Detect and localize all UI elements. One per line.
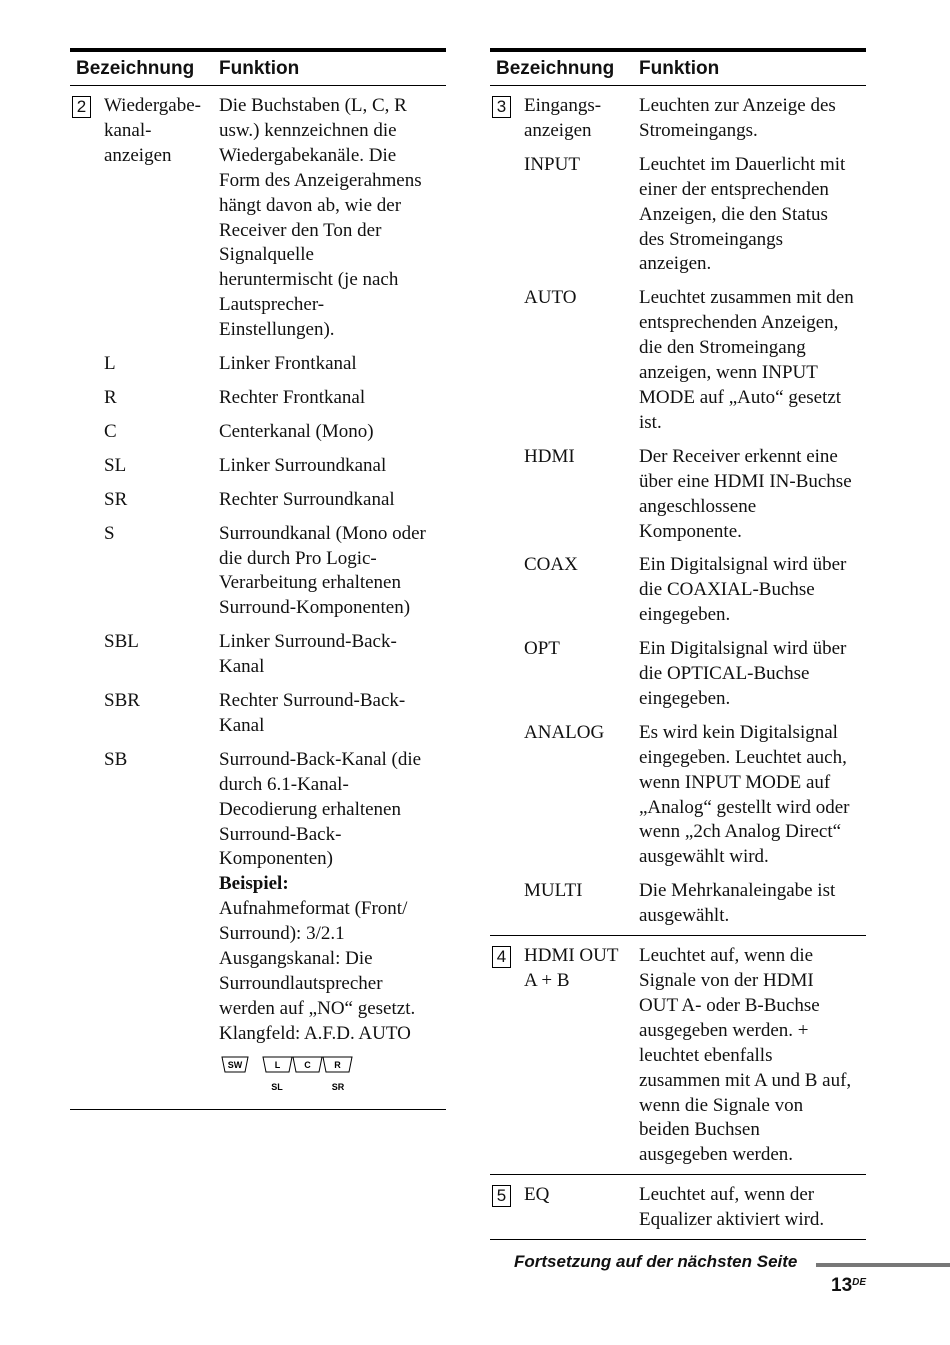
row-function [639,637,866,712]
header-bezeichnung: Bezeichnung [76,58,195,79]
table-row [70,488,446,513]
l-indicator-label: L [274,1059,281,1070]
name-line: R [104,386,117,408]
header-funktion: Funktion [639,58,720,79]
function-line: Signale von der HDMI [639,970,814,991]
page-suffix: DE [852,1277,867,1288]
table-row [70,522,446,622]
example-line: Klangfeld: A.F.D. AUTO [219,1022,411,1044]
function-line: einer der entsprechenden [639,178,829,200]
row-number-cell [490,553,514,628]
function-line: Leuchtet auf, wenn der [639,1184,815,1206]
row-name [94,689,219,739]
row-number-cell [70,386,94,411]
row-number-cell [490,94,514,144]
function-line: Kanal [219,656,265,678]
row-number-cell [490,286,514,435]
row-function [219,454,446,479]
table-row [490,721,866,870]
row-name [94,94,219,343]
row-number-cell [490,944,514,1168]
row-function [639,1183,866,1233]
function-line: OUT A- oder B-Buchse [639,994,820,1016]
function-line: ausgewählt. [639,905,730,927]
function-line: Linker Frontkanal [219,353,357,375]
row-name [514,721,639,870]
name-line: C [104,420,117,442]
continued-bar [816,1263,950,1267]
function-line: Signalquelle [219,244,314,266]
example-line: Surround): 3/2.1 [219,923,345,945]
name-line: SBL [104,631,139,653]
function-line: Linker Surround-Back- [219,631,397,653]
function-line: anzeigen, wenn INPUT [639,362,818,384]
function-line: die OPTICAL-Buchse [639,663,810,685]
row-number-cell [70,748,94,1095]
table-row [490,94,866,144]
function-line: Anzeigen, die den Status [639,203,828,225]
function-line: wenn „2ch Analog Direct“ [639,821,842,843]
function-line: des Stromeingangs [639,228,784,250]
function-line: die den Stromeingang [639,337,806,359]
function-line: usw.) kennzeichnen die [219,119,397,141]
name-line: AUTO [524,287,577,309]
section-3 [490,86,866,936]
row-number-cell [70,420,94,445]
function-line: wenn die Signale von [639,1094,804,1116]
name-line: S [104,522,115,544]
section-2 [70,86,446,1110]
row-number-cell [70,689,94,739]
function-line: eingegeben. Leuchtet auch, [639,746,847,768]
row-function [639,153,866,278]
name-line: SB [104,748,128,770]
function-line: Receiver den Ton der [219,219,382,241]
function-line: heruntermischt (je nach [219,269,399,291]
row-number-cell [490,445,514,545]
row-number-cell [70,94,94,343]
table-row [70,352,446,377]
row-function [219,420,446,445]
sl-indicator-label: SL [271,1081,283,1092]
channel-display-diagram [219,1055,446,1095]
table-row [70,386,446,411]
row-name [514,553,639,628]
function-line: Ein Digitalsignal wird über [639,554,847,576]
row-function [219,630,446,680]
function-line: Form des Anzeigerahmens [219,169,422,191]
row-number-cell [490,879,514,929]
c-indicator-label: C [304,1059,311,1070]
table-row [70,748,446,1095]
row-name [514,286,639,435]
name-line: anzeigen [104,144,172,166]
name-line: anzeigen [524,119,592,141]
sw-indicator-label: SW [227,1059,243,1070]
row-function [219,94,446,343]
name-line: HDMI [524,445,575,467]
left-table [70,48,446,1110]
section-number-box: 4 [492,946,511,968]
section-number-box: 3 [492,96,511,118]
function-line: eingegeben. [639,604,731,626]
section-5 [490,1175,866,1240]
function-line: die durch Pro Logic- [219,547,377,569]
function-line: Centerkanal (Mono) [219,420,374,442]
table-row [490,944,866,1168]
function-line: Wiedergabekanäle. Die [219,144,397,166]
function-line: Rechter Surround-Back- [219,690,406,712]
table-row [70,94,446,343]
function-line: Komponente. [639,520,742,542]
row-name [514,445,639,545]
page-number-value: 13 [831,1275,853,1296]
row-function [639,944,866,1168]
function-line: über eine HDMI IN-Buchse [639,470,852,492]
function-line: Ein Digitalsignal wird über [639,638,847,660]
sr-indicator-label: SR [331,1081,345,1092]
example-line: Ausgangskanal: Die [219,948,373,970]
row-name [514,637,639,712]
row-function [639,94,866,144]
function-line: zusammen mit A und B auf, [639,1069,852,1091]
name-line: Wiedergabe- [104,95,201,116]
example-line: Surroundlautsprecher [219,973,383,994]
row-name [94,420,219,445]
row-function [219,748,446,1095]
table-row [490,286,866,435]
example-line: Aufnahmeformat (Front/ [219,898,408,920]
function-line: Leuchtet auf, wenn die [639,945,814,967]
section-4 [490,936,866,1175]
table-header [70,48,446,86]
function-line: Stromeingangs. [639,119,758,141]
row-number-cell [490,153,514,278]
row-name [514,944,639,1168]
function-line: Leuchtet im Dauerlicht mit [639,153,846,175]
function-line: hängt davon ab, wie der [219,194,402,216]
function-line: entsprechenden Anzeigen, [639,312,839,334]
table-row [70,630,446,680]
function-line: MODE auf „Auto“ gesetzt [639,386,842,408]
row-function [219,689,446,739]
row-function [219,488,446,513]
example-line: werden auf „NO“ gesetzt. [219,997,416,1019]
function-line: Surround-Back-Kanal (die [219,748,422,770]
row-number-cell [70,488,94,513]
function-line: ausgegeben werden. [639,1144,794,1166]
function-line: Surroundkanal (Mono oder [219,522,426,544]
row-function [639,721,866,870]
table-row [70,420,446,445]
function-line: anzeigen. [639,253,712,275]
name-line: L [104,353,116,375]
function-line: Die Buchstaben (L, C, R [219,95,407,116]
row-number-cell [490,1183,514,1233]
row-name [94,352,219,377]
row-name [94,454,219,479]
channel-diagram-svg [219,1055,369,1095]
row-number-cell [70,522,94,622]
row-function [219,352,446,377]
name-line: EQ [524,1184,550,1206]
row-number-cell [490,721,514,870]
function-line: Leuchtet zusammen mit den [639,287,854,309]
function-line: Surround-Back- [219,823,342,845]
name-line: kanal- [104,119,152,141]
row-name [514,879,639,929]
continued-note: Fortsetzung auf der nächsten Seite [514,1252,798,1271]
row-function [219,522,446,622]
row-name [94,630,219,680]
function-line: leuchtet ebenfalls [639,1044,773,1066]
function-line: Die Mehrkanaleingabe ist [639,880,836,902]
page-number [831,1275,866,1297]
row-name [94,748,219,1095]
function-line: ist. [639,411,662,433]
row-number-cell [490,637,514,712]
name-line: ANALOG [524,721,605,743]
table-row [490,553,866,628]
name-line: COAX [524,554,578,576]
function-line: beiden Buchsen [639,1119,760,1141]
table-row [70,454,446,479]
name-line: A + B [524,970,570,991]
name-line: Eingangs- [524,95,602,116]
table-row [490,637,866,712]
name-line: SBR [104,690,140,712]
function-line: „Analog“ gestellt wird oder [639,796,850,818]
function-line: wenn INPUT MODE auf [639,771,831,793]
function-line: Es wird kein Digitalsignal [639,721,838,743]
row-function [639,879,866,929]
name-line: SL [104,454,127,476]
right-table [490,48,866,1240]
row-function [639,553,866,628]
function-line: Rechter Frontkanal [219,386,366,408]
function-line: Verarbeitung erhaltenen [219,572,401,594]
row-name [94,522,219,622]
function-line: Surround-Komponenten) [219,597,411,619]
row-number-cell [70,630,94,680]
function-line: Lautsprecher- [219,294,325,316]
name-line: SR [104,488,128,510]
name-line: OPT [524,638,560,660]
row-name [94,488,219,513]
function-line: Decodierung erhaltenen [219,798,401,820]
function-line: ausgewählt wird. [639,846,769,868]
name-line: HDMI OUT [524,945,619,967]
table-row [490,1183,866,1233]
row-name [514,94,639,144]
name-line: INPUT [524,153,580,175]
function-line: angeschlossene [639,495,757,517]
row-name [514,1183,639,1233]
table-row [490,445,866,545]
function-line: eingegeben. [639,687,731,709]
row-function [639,286,866,435]
header-bezeichnung: Bezeichnung [496,58,615,79]
section-number-box: 5 [492,1185,511,1207]
name-line: MULTI [524,880,583,902]
function-line: Der Receiver erkennt eine [639,445,838,467]
function-line: ausgegeben werden. + [639,1019,809,1041]
row-name [94,386,219,411]
function-line: Einstellungen). [219,319,335,341]
r-indicator-label: R [334,1059,341,1070]
function-line: Komponenten) [219,848,333,870]
table-row [70,689,446,739]
function-line: die COAXIAL-Buchse [639,579,815,601]
function-line: Leuchten zur Anzeige des [639,95,836,116]
section-number-box: 2 [72,96,91,118]
row-function [639,445,866,545]
row-function [219,386,446,411]
table-header [490,48,866,86]
row-name [514,153,639,278]
function-line: Equalizer aktiviert wird. [639,1209,825,1231]
function-line: durch 6.1-Kanal- [219,773,349,795]
function-line: Rechter Surroundkanal [219,488,395,510]
example-label: Beispiel: [219,873,289,895]
row-number-cell [70,352,94,377]
function-line: Linker Surroundkanal [219,454,387,476]
row-number-cell [70,454,94,479]
table-row [490,879,866,929]
header-funktion: Funktion [219,58,300,79]
table-row [490,153,866,278]
function-line: Kanal [219,714,265,736]
